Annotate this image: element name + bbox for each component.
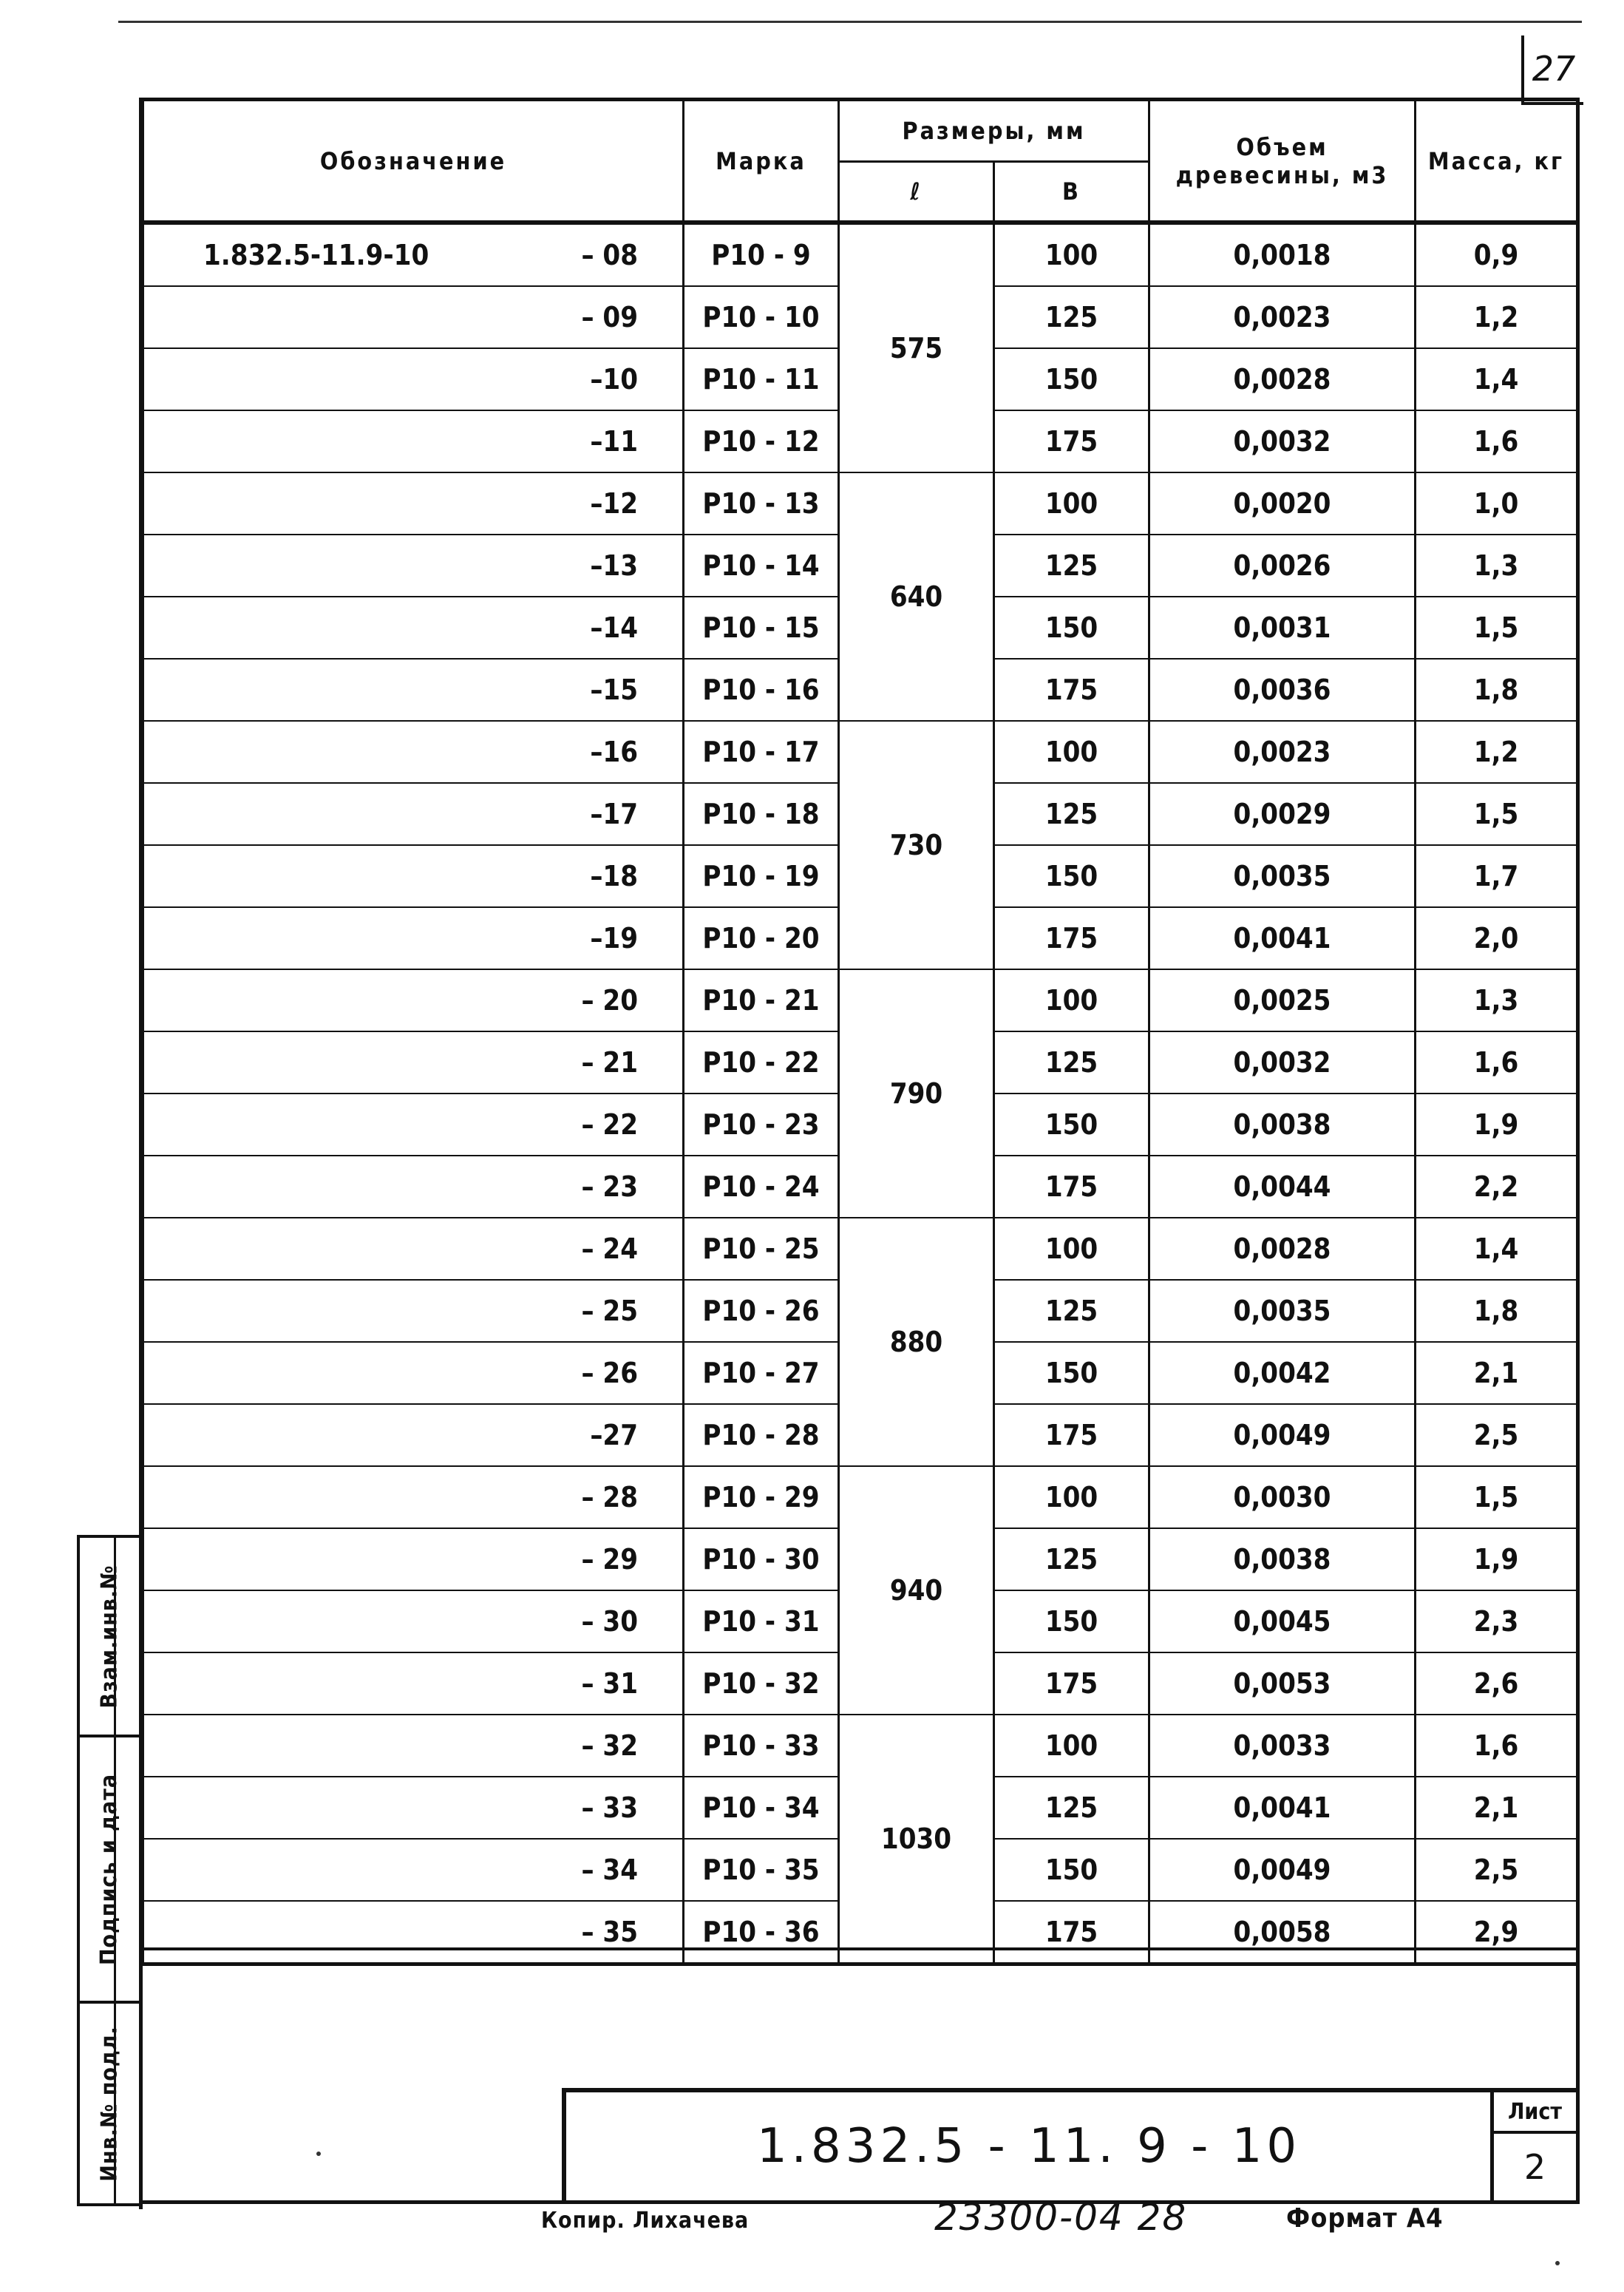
mass-cell: 1,8 (1416, 659, 1578, 721)
volume-cell: 0,0041 (1149, 1777, 1416, 1839)
mark-cell: Р10 - 34 (684, 1777, 839, 1839)
mark-cell: Р10 - 32 (684, 1652, 839, 1715)
designation-cell (143, 1156, 684, 1218)
designation-suffix: –17 (590, 798, 638, 830)
scan-speck (316, 2152, 321, 2156)
designation-suffix: – 28 (581, 1481, 638, 1513)
designation-cell (143, 348, 684, 410)
designation-cell (143, 1404, 684, 1466)
mass-cell: 1,3 (1416, 969, 1578, 1031)
designation-suffix: – 31 (581, 1667, 638, 1700)
volume-cell: 0,0045 (1149, 1590, 1416, 1652)
mass-cell: 1,6 (1416, 1715, 1578, 1777)
volume-cell: 0,0020 (1149, 472, 1416, 535)
header-volume: Объем древесины, м3 (1149, 100, 1416, 223)
designation-cell (143, 223, 684, 286)
volume-cell: 0,0033 (1149, 1715, 1416, 1777)
designation-suffix: –16 (590, 736, 638, 768)
volume-cell: 0,0036 (1149, 659, 1416, 721)
mass-cell: 1,2 (1416, 286, 1578, 348)
designation-cell (143, 845, 684, 907)
width-cell: 150 (994, 348, 1149, 410)
mark-cell: Р10 - 26 (684, 1280, 839, 1342)
mark-cell: Р10 - 14 (684, 535, 839, 597)
table-row (143, 472, 1578, 535)
mass-cell: 1,9 (1416, 1528, 1578, 1590)
designation-cell (143, 907, 684, 969)
designation-suffix: – 30 (581, 1605, 638, 1638)
header-designation: Обозначение (143, 100, 684, 223)
mass-cell: 1,9 (1416, 1094, 1578, 1156)
designation-cell (143, 1839, 684, 1901)
designation-suffix: –10 (590, 363, 638, 396)
volume-cell: 0,0028 (1149, 1218, 1416, 1280)
designation-suffix: –19 (590, 922, 638, 955)
mark-cell: Р10 - 31 (684, 1590, 839, 1652)
width-cell: 125 (994, 535, 1149, 597)
designation-cell (143, 597, 684, 659)
mark-cell: Р10 - 30 (684, 1528, 839, 1590)
length-cell: 790 (839, 969, 994, 1218)
designation-suffix: – 25 (581, 1295, 638, 1327)
page-number: 27 (1521, 35, 1583, 105)
table-row (143, 969, 1578, 1031)
width-cell: 175 (994, 1404, 1149, 1466)
mark-cell: Р10 - 25 (684, 1218, 839, 1280)
designation-suffix: – 09 (581, 301, 638, 333)
header-width: В (994, 162, 1149, 223)
margin-cell-replaces (80, 1538, 139, 1737)
mass-cell: 2,3 (1416, 1590, 1578, 1652)
designation-suffix: – 21 (581, 1046, 638, 1079)
margin-cell-signature (80, 1737, 139, 2004)
designation-suffix: – 22 (581, 1108, 638, 1141)
designation-cell (143, 1218, 684, 1280)
volume-cell: 0,0030 (1149, 1466, 1416, 1528)
volume-cell: 0,0018 (1149, 223, 1416, 286)
width-cell: 150 (994, 1839, 1149, 1901)
volume-cell: 0,0025 (1149, 969, 1416, 1031)
designation-suffix: – 29 (581, 1543, 638, 1576)
designation-cell (143, 535, 684, 597)
mark-cell: Р10 - 27 (684, 1342, 839, 1404)
volume-cell: 0,0032 (1149, 410, 1416, 472)
mark-cell: Р10 - 9 (684, 223, 839, 286)
designation-suffix: – 08 (581, 239, 638, 271)
mass-cell: 2,0 (1416, 907, 1578, 969)
width-cell: 150 (994, 1342, 1149, 1404)
mark-cell: Р10 - 22 (684, 1031, 839, 1094)
mark-cell: Р10 - 35 (684, 1839, 839, 1901)
volume-cell: 0,0028 (1149, 348, 1416, 410)
designation-suffix: – 34 (581, 1854, 638, 1886)
width-cell: 125 (994, 1528, 1149, 1590)
designation-cell (143, 1901, 684, 1964)
width-cell: 100 (994, 1218, 1149, 1280)
mark-cell: Р10 - 18 (684, 783, 839, 845)
width-cell: 125 (994, 1280, 1149, 1342)
mass-cell: 2,5 (1416, 1839, 1578, 1901)
designation-suffix: –18 (590, 860, 638, 892)
mark-cell: Р10 - 20 (684, 907, 839, 969)
table-row (143, 1466, 1578, 1528)
designation-cell (143, 1031, 684, 1094)
width-cell: 175 (994, 410, 1149, 472)
width-cell: 100 (994, 1466, 1149, 1528)
designation-suffix: – 24 (581, 1233, 638, 1265)
width-cell: 175 (994, 1652, 1149, 1715)
designation-suffix: –14 (590, 611, 638, 644)
width-cell: 100 (994, 1715, 1149, 1777)
table-row (143, 1715, 1578, 1777)
volume-cell: 0,0053 (1149, 1652, 1416, 1715)
scan-speck (1555, 2261, 1560, 2265)
width-cell: 175 (994, 1156, 1149, 1218)
margin-label-replaces: Взам.инв.№ (96, 1564, 123, 1709)
length-cell: 880 (839, 1218, 994, 1466)
width-cell: 150 (994, 845, 1149, 907)
mark-cell: Р10 - 15 (684, 597, 839, 659)
left-margin-stamp (77, 1535, 142, 2206)
width-cell: 175 (994, 907, 1149, 969)
sheet-cell (1490, 2092, 1576, 2200)
width-cell: 125 (994, 783, 1149, 845)
mass-cell: 1,0 (1416, 472, 1578, 535)
margin-cell-original-inv (80, 2004, 139, 2203)
designation-cell (143, 969, 684, 1031)
designation-cell (143, 1342, 684, 1404)
width-cell: 125 (994, 1777, 1149, 1839)
volume-cell: 0,0038 (1149, 1528, 1416, 1590)
designation-suffix: – 33 (581, 1791, 638, 1824)
width-cell: 125 (994, 1031, 1149, 1094)
designation-cell (143, 1652, 684, 1715)
volume-cell: 0,0032 (1149, 1031, 1416, 1094)
width-cell: 150 (994, 1590, 1149, 1652)
length-cell: 640 (839, 472, 994, 721)
width-cell: 100 (994, 721, 1149, 783)
mass-cell: 1,5 (1416, 597, 1578, 659)
designation-cell (143, 410, 684, 472)
base-designation: 1.832.5-11.9-10 (203, 239, 429, 271)
volume-cell: 0,0035 (1149, 845, 1416, 907)
margin-label-signature-date: Подпись и дата (96, 1773, 123, 1965)
designation-suffix: –11 (590, 425, 638, 458)
top-rule (118, 21, 1582, 23)
margin-label-original-inv: Инв.№ подл. (96, 2025, 123, 2182)
mark-cell: Р10 - 29 (684, 1466, 839, 1528)
length-cell: 575 (839, 223, 994, 472)
mass-cell: 2,9 (1416, 1901, 1578, 1964)
length-cell: 1030 (839, 1715, 994, 1964)
volume-cell: 0,0041 (1149, 907, 1416, 969)
mass-cell: 1,6 (1416, 1031, 1578, 1094)
mark-cell: Р10 - 16 (684, 659, 839, 721)
sheet-number: 2 (1523, 2147, 1546, 2187)
designation-cell (143, 721, 684, 783)
width-cell: 175 (994, 1901, 1149, 1964)
sheet-label: Лист (1494, 2092, 1576, 2134)
width-cell: 100 (994, 969, 1149, 1031)
mass-cell: 1,5 (1416, 783, 1578, 845)
volume-cell: 0,0031 (1149, 597, 1416, 659)
mass-cell: 2,1 (1416, 1342, 1578, 1404)
mark-cell: Р10 - 13 (684, 472, 839, 535)
mass-cell: 1,4 (1416, 348, 1578, 410)
length-cell: 730 (839, 721, 994, 969)
table-body (143, 223, 1578, 1964)
frame-right-border (1576, 98, 1580, 2203)
volume-cell: 0,0044 (1149, 1156, 1416, 1218)
designation-cell (143, 783, 684, 845)
mass-cell: 2,2 (1416, 1156, 1578, 1218)
mark-cell: Р10 - 10 (684, 286, 839, 348)
mark-cell: Р10 - 23 (684, 1094, 839, 1156)
mass-cell: 1,2 (1416, 721, 1578, 783)
mass-cell: 1,4 (1416, 1218, 1578, 1280)
designation-suffix: – 35 (581, 1916, 638, 1948)
table-row (143, 223, 1578, 286)
width-cell: 150 (994, 597, 1149, 659)
mass-cell: 1,3 (1416, 535, 1578, 597)
width-cell: 150 (994, 1094, 1149, 1156)
width-cell: 125 (994, 286, 1149, 348)
table-row (143, 1218, 1578, 1280)
mass-cell: 1,8 (1416, 1280, 1578, 1342)
mass-cell: 2,5 (1416, 1404, 1578, 1466)
volume-cell: 0,0038 (1149, 1094, 1416, 1156)
designation-cell (143, 1280, 684, 1342)
mass-cell: 0,9 (1416, 223, 1578, 286)
volume-cell: 0,0049 (1149, 1404, 1416, 1466)
header-dimensions: Размеры, мм (839, 100, 1149, 162)
mark-cell: Р10 - 11 (684, 348, 839, 410)
designation-suffix: – 20 (581, 984, 638, 1017)
volume-cell: 0,0042 (1149, 1342, 1416, 1404)
designation-suffix: –15 (590, 674, 638, 706)
mass-cell: 2,1 (1416, 1777, 1578, 1839)
volume-cell: 0,0049 (1149, 1839, 1416, 1901)
mark-cell: Р10 - 36 (684, 1901, 839, 1964)
header-length: ℓ (839, 162, 994, 223)
frame-table-end-line (139, 1947, 1580, 1950)
mass-cell: 2,6 (1416, 1652, 1578, 1715)
volume-cell: 0,0029 (1149, 783, 1416, 845)
designation-cell (143, 1715, 684, 1777)
designation-suffix: –27 (590, 1419, 638, 1451)
volume-cell: 0,0035 (1149, 1280, 1416, 1342)
volume-cell: 0,0023 (1149, 721, 1416, 783)
mark-cell: Р10 - 28 (684, 1404, 839, 1466)
designation-suffix: – 23 (581, 1170, 638, 1203)
footer-format: Формат А4 (1286, 2203, 1444, 2234)
designation-cell (143, 1777, 684, 1839)
designation-cell (143, 472, 684, 535)
document-code: 1.832.5 - 11. 9 - 10 (756, 2119, 1302, 2174)
designation-suffix: – 32 (581, 1729, 638, 1762)
mark-cell: Р10 - 21 (684, 969, 839, 1031)
designation-suffix: –13 (590, 549, 638, 582)
volume-cell: 0,0026 (1149, 535, 1416, 597)
designation-cell (143, 1466, 684, 1528)
mass-cell: 1,6 (1416, 410, 1578, 472)
designation-suffix: –12 (590, 487, 638, 520)
footer-order-number: 23300-04 28 (934, 2196, 1188, 2239)
mass-cell: 1,7 (1416, 845, 1578, 907)
designation-suffix: – 26 (581, 1357, 638, 1389)
header-mass: Масса, кг (1416, 100, 1578, 223)
mark-cell: Р10 - 19 (684, 845, 839, 907)
designation-cell (143, 659, 684, 721)
title-block (562, 2088, 1576, 2200)
designation-cell (143, 1590, 684, 1652)
mass-cell: 1,5 (1416, 1466, 1578, 1528)
mark-cell: Р10 - 17 (684, 721, 839, 783)
mark-cell: Р10 - 24 (684, 1156, 839, 1218)
volume-cell: 0,0023 (1149, 286, 1416, 348)
designation-cell (143, 286, 684, 348)
designation-cell (143, 1528, 684, 1590)
width-cell: 175 (994, 659, 1149, 721)
table-row (143, 721, 1578, 783)
length-cell: 940 (839, 1466, 994, 1715)
mark-cell: Р10 - 12 (684, 410, 839, 472)
mark-cell: Р10 - 33 (684, 1715, 839, 1777)
footer-copied-by: Копир. Лихачева (541, 2208, 750, 2234)
specification-table (140, 98, 1580, 1966)
width-cell: 100 (994, 223, 1149, 286)
designation-cell (143, 1094, 684, 1156)
header-mark: Марка (684, 100, 839, 223)
width-cell: 100 (994, 472, 1149, 535)
volume-cell: 0,0058 (1149, 1901, 1416, 1964)
